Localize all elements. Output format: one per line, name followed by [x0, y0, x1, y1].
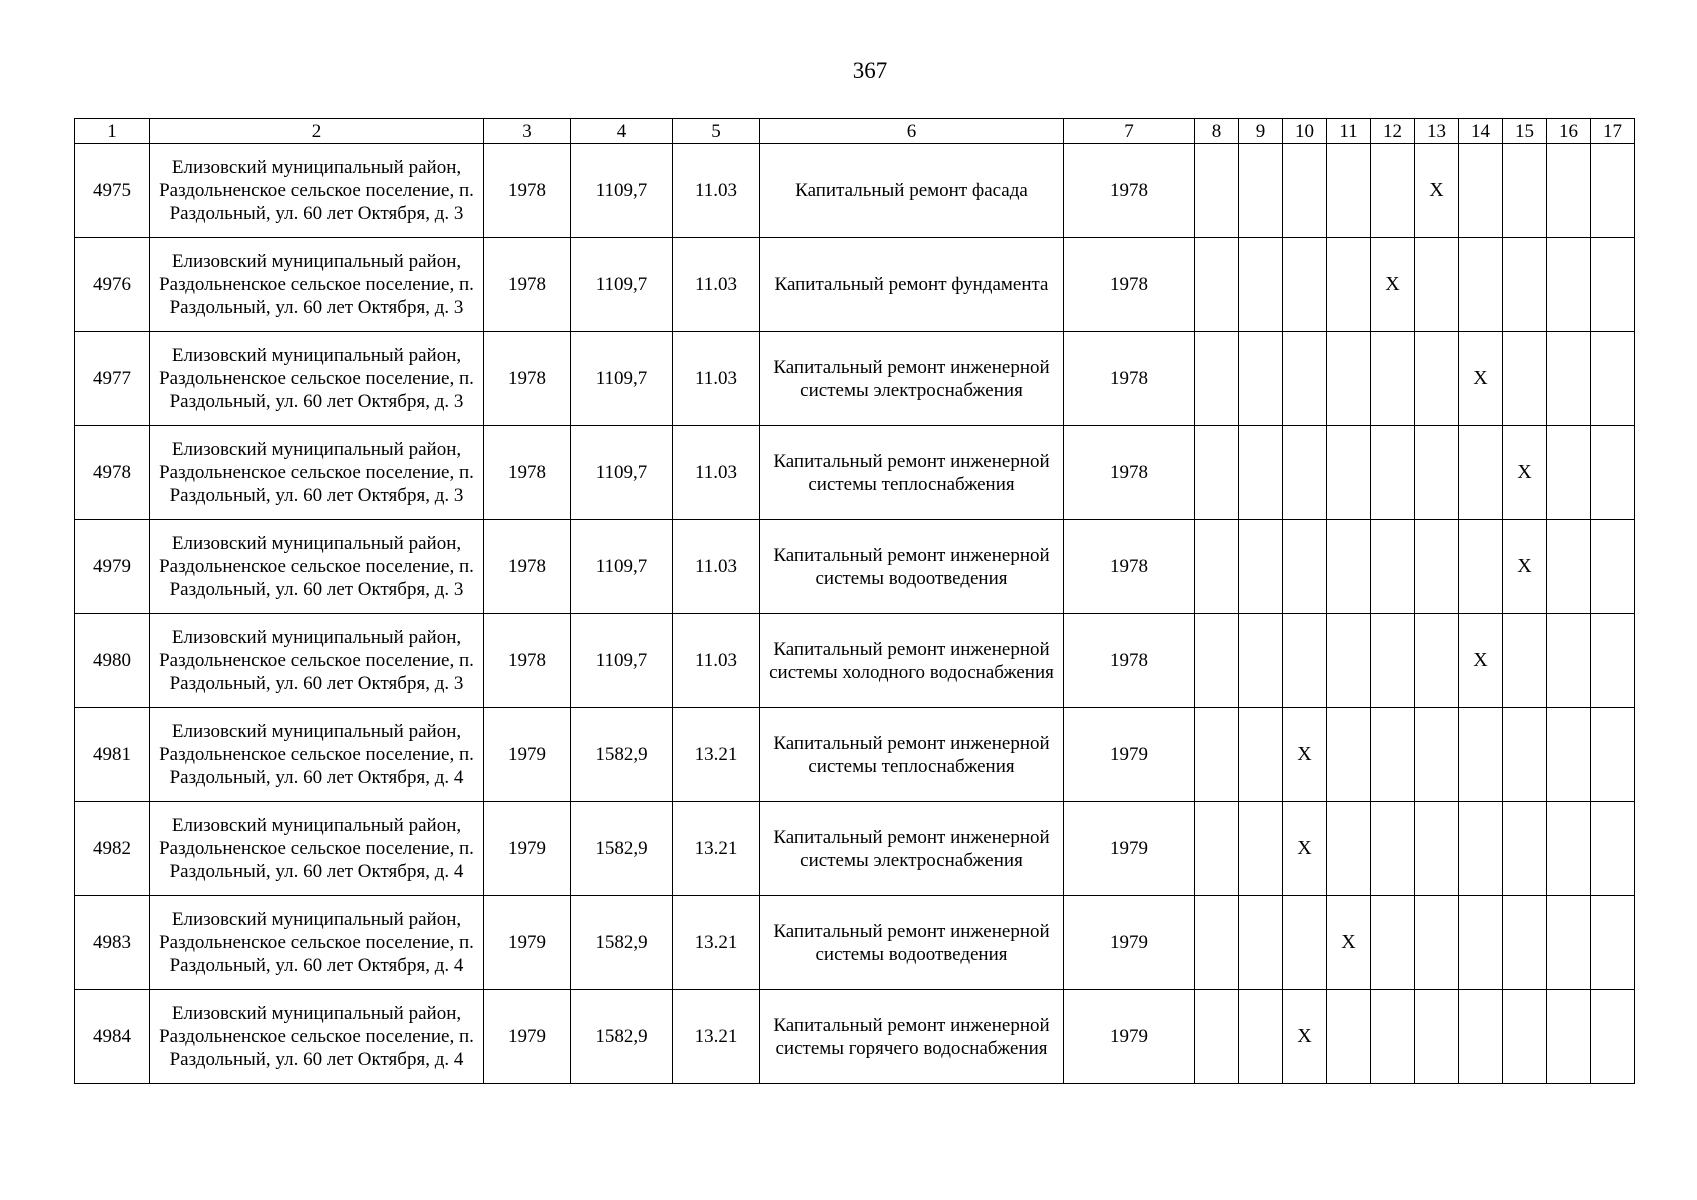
mark-cell-col14 — [1459, 708, 1503, 802]
table-row — [75, 896, 1635, 990]
mark-cell-col8 — [1195, 332, 1239, 426]
col7-cell: 1978 — [1064, 238, 1195, 332]
column-header-1: 1 — [75, 119, 150, 144]
mark-cell-col15 — [1503, 332, 1547, 426]
mark-cell-col14 — [1459, 144, 1503, 238]
mark-cell-col17 — [1591, 238, 1635, 332]
col3-cell: 1979 — [484, 802, 571, 896]
mark-cell-col11 — [1327, 990, 1371, 1084]
mark-cell-col12 — [1371, 614, 1415, 708]
table-row — [75, 802, 1635, 896]
mark-cell-col9 — [1239, 520, 1283, 614]
mark-cell-col15 — [1503, 896, 1547, 990]
col4-cell: 1109,7 — [571, 426, 673, 520]
column-header-9: 9 — [1239, 119, 1283, 144]
mark-cell-col12 — [1371, 520, 1415, 614]
address-cell: Елизовский муниципальный район, Раздольненское сельское поселение, п. Раздольный, ул. 60 лет Октября, д. 3 — [150, 426, 484, 520]
col5-cell: 11.03 — [673, 426, 760, 520]
mark-cell-col15 — [1503, 144, 1547, 238]
col3-cell: 1979 — [484, 896, 571, 990]
col4-cell: 1109,7 — [571, 332, 673, 426]
mark-cell-col17 — [1591, 708, 1635, 802]
mark-cell-col9 — [1239, 708, 1283, 802]
column-header-8: 8 — [1195, 119, 1239, 144]
col4-cell: 1582,9 — [571, 802, 673, 896]
col3-cell: 1978 — [484, 144, 571, 238]
capital-repair-table — [74, 118, 1635, 1084]
mark-cell-col12 — [1371, 708, 1415, 802]
column-header-14: 14 — [1459, 119, 1503, 144]
row-number-cell: 4977 — [75, 332, 150, 426]
mark-cell-col10 — [1283, 896, 1327, 990]
row-number-cell: 4981 — [75, 708, 150, 802]
column-header-16: 16 — [1547, 119, 1591, 144]
mark-cell-col14 — [1459, 238, 1503, 332]
row-number-cell: 4980 — [75, 614, 150, 708]
mark-cell-col8 — [1195, 144, 1239, 238]
mark-cell-col13 — [1415, 802, 1459, 896]
work-type-cell: Капитальный ремонт фундамента — [760, 238, 1064, 332]
address-cell: Елизовский муниципальный район, Раздольненское сельское поселение, п. Раздольный, ул. 60 лет Октября, д. 3 — [150, 238, 484, 332]
mark-cell-col14: X — [1459, 332, 1503, 426]
col4-cell: 1582,9 — [571, 990, 673, 1084]
mark-cell-col11 — [1327, 614, 1371, 708]
table-row — [75, 520, 1635, 614]
col3-cell: 1978 — [484, 614, 571, 708]
row-number-cell: 4982 — [75, 802, 150, 896]
col5-cell: 11.03 — [673, 520, 760, 614]
mark-cell-col10 — [1283, 238, 1327, 332]
mark-cell-col12: X — [1371, 238, 1415, 332]
mark-cell-col8 — [1195, 708, 1239, 802]
mark-cell-col13 — [1415, 426, 1459, 520]
mark-cell-col10 — [1283, 520, 1327, 614]
row-number-cell: 4984 — [75, 990, 150, 1084]
address-cell: Елизовский муниципальный район, Раздольненское сельское поселение, п. Раздольный, ул. 60 лет Октября, д. 3 — [150, 144, 484, 238]
mark-cell-col11 — [1327, 426, 1371, 520]
column-header-15: 15 — [1503, 119, 1547, 144]
table-row — [75, 708, 1635, 802]
mark-cell-col13 — [1415, 708, 1459, 802]
table-row — [75, 614, 1635, 708]
col5-cell: 13.21 — [673, 802, 760, 896]
mark-cell-col11 — [1327, 144, 1371, 238]
mark-cell-col10 — [1283, 144, 1327, 238]
mark-cell-col11 — [1327, 332, 1371, 426]
mark-cell-col17 — [1591, 896, 1635, 990]
col3-cell: 1978 — [484, 332, 571, 426]
mark-cell-col15 — [1503, 802, 1547, 896]
row-number-cell: 4978 — [75, 426, 150, 520]
mark-cell-col8 — [1195, 426, 1239, 520]
table-row — [75, 990, 1635, 1084]
row-number-cell: 4975 — [75, 144, 150, 238]
mark-cell-col17 — [1591, 520, 1635, 614]
mark-cell-col15: X — [1503, 520, 1547, 614]
col5-cell: 13.21 — [673, 708, 760, 802]
col5-cell: 11.03 — [673, 332, 760, 426]
row-number-cell: 4979 — [75, 520, 150, 614]
column-header-7: 7 — [1064, 119, 1195, 144]
column-header-10: 10 — [1283, 119, 1327, 144]
column-number-header — [75, 119, 1635, 144]
mark-cell-col10 — [1283, 332, 1327, 426]
column-header-2: 2 — [150, 119, 484, 144]
mark-cell-col16 — [1547, 426, 1591, 520]
work-type-cell: Капитальный ремонт инженерной системы электроснабжения — [760, 802, 1064, 896]
mark-cell-col12 — [1371, 802, 1415, 896]
col5-cell: 11.03 — [673, 238, 760, 332]
work-type-cell: Капитальный ремонт инженерной системы горячего водоснабжения — [760, 990, 1064, 1084]
work-type-cell: Капитальный ремонт инженерной системы электроснабжения — [760, 332, 1064, 426]
column-header-11: 11 — [1327, 119, 1371, 144]
mark-cell-col14 — [1459, 990, 1503, 1084]
address-cell: Елизовский муниципальный район, Раздольненское сельское поселение, п. Раздольный, ул. 60 лет Октября, д. 4 — [150, 896, 484, 990]
work-type-cell: Капитальный ремонт фасада — [760, 144, 1064, 238]
mark-cell-col12 — [1371, 896, 1415, 990]
mark-cell-col16 — [1547, 708, 1591, 802]
col7-cell: 1978 — [1064, 520, 1195, 614]
column-header-6: 6 — [760, 119, 1064, 144]
column-header-13: 13 — [1415, 119, 1459, 144]
mark-cell-col11 — [1327, 520, 1371, 614]
column-header-3: 3 — [484, 119, 571, 144]
address-cell: Елизовский муниципальный район, Раздольненское сельское поселение, п. Раздольный, ул. 60 лет Октября, д. 3 — [150, 332, 484, 426]
mark-cell-col17 — [1591, 990, 1635, 1084]
mark-cell-col15: X — [1503, 426, 1547, 520]
col7-cell: 1979 — [1064, 990, 1195, 1084]
col4-cell: 1109,7 — [571, 520, 673, 614]
mark-cell-col14 — [1459, 426, 1503, 520]
col4-cell: 1582,9 — [571, 896, 673, 990]
mark-cell-col16 — [1547, 238, 1591, 332]
mark-cell-col13: X — [1415, 144, 1459, 238]
mark-cell-col16 — [1547, 614, 1591, 708]
mark-cell-col17 — [1591, 426, 1635, 520]
address-cell: Елизовский муниципальный район, Раздольненское сельское поселение, п. Раздольный, ул. 60 лет Октября, д. 3 — [150, 520, 484, 614]
mark-cell-col11 — [1327, 802, 1371, 896]
address-cell: Елизовский муниципальный район, Раздольненское сельское поселение, п. Раздольный, ул. 60 лет Октября, д. 3 — [150, 614, 484, 708]
mark-cell-col16 — [1547, 896, 1591, 990]
mark-cell-col8 — [1195, 896, 1239, 990]
mark-cell-col16 — [1547, 990, 1591, 1084]
mark-cell-col17 — [1591, 802, 1635, 896]
mark-cell-col13 — [1415, 990, 1459, 1084]
mark-cell-col14 — [1459, 896, 1503, 990]
mark-cell-col10 — [1283, 614, 1327, 708]
column-header-17: 17 — [1591, 119, 1635, 144]
row-number-cell: 4983 — [75, 896, 150, 990]
mark-cell-col9 — [1239, 802, 1283, 896]
mark-cell-col15 — [1503, 238, 1547, 332]
mark-cell-col9 — [1239, 990, 1283, 1084]
col7-cell: 1979 — [1064, 896, 1195, 990]
mark-cell-col16 — [1547, 144, 1591, 238]
mark-cell-col9 — [1239, 426, 1283, 520]
mark-cell-col12 — [1371, 426, 1415, 520]
col7-cell: 1978 — [1064, 614, 1195, 708]
table-row — [75, 144, 1635, 238]
column-header-5: 5 — [673, 119, 760, 144]
mark-cell-col10: X — [1283, 708, 1327, 802]
table-row — [75, 238, 1635, 332]
mark-cell-col9 — [1239, 238, 1283, 332]
column-header-12: 12 — [1371, 119, 1415, 144]
mark-cell-col8 — [1195, 520, 1239, 614]
col7-cell: 1979 — [1064, 708, 1195, 802]
mark-cell-col8 — [1195, 802, 1239, 896]
mark-cell-col14 — [1459, 520, 1503, 614]
page-number: 367 — [852, 58, 888, 83]
col7-cell: 1979 — [1064, 802, 1195, 896]
col4-cell: 1109,7 — [571, 238, 673, 332]
col4-cell: 1582,9 — [571, 708, 673, 802]
col5-cell: 13.21 — [673, 896, 760, 990]
mark-cell-col12 — [1371, 332, 1415, 426]
work-type-cell: Капитальный ремонт инженерной системы холодного водоснабжения — [760, 614, 1064, 708]
mark-cell-col12 — [1371, 990, 1415, 1084]
mark-cell-col15 — [1503, 990, 1547, 1084]
col3-cell: 1978 — [484, 520, 571, 614]
col4-cell: 1109,7 — [571, 144, 673, 238]
mark-cell-col16 — [1547, 802, 1591, 896]
column-header-4: 4 — [571, 119, 673, 144]
mark-cell-col13 — [1415, 238, 1459, 332]
col3-cell: 1979 — [484, 990, 571, 1084]
col7-cell: 1978 — [1064, 426, 1195, 520]
mark-cell-col8 — [1195, 238, 1239, 332]
mark-cell-col13 — [1415, 896, 1459, 990]
table-row — [75, 426, 1635, 520]
table-row — [75, 332, 1635, 426]
work-type-cell: Капитальный ремонт инженерной системы водоотведения — [760, 896, 1064, 990]
col7-cell: 1978 — [1064, 332, 1195, 426]
mark-cell-col9 — [1239, 332, 1283, 426]
mark-cell-col17 — [1591, 614, 1635, 708]
mark-cell-col10: X — [1283, 990, 1327, 1084]
mark-cell-col8 — [1195, 614, 1239, 708]
work-type-cell: Капитальный ремонт инженерной системы водоотведения — [760, 520, 1064, 614]
col3-cell: 1978 — [484, 426, 571, 520]
mark-cell-col8 — [1195, 990, 1239, 1084]
col4-cell: 1109,7 — [571, 614, 673, 708]
mark-cell-col15 — [1503, 614, 1547, 708]
mark-cell-col17 — [1591, 144, 1635, 238]
mark-cell-col13 — [1415, 332, 1459, 426]
mark-cell-col16 — [1547, 332, 1591, 426]
mark-cell-col13 — [1415, 614, 1459, 708]
mark-cell-col14: X — [1459, 614, 1503, 708]
col5-cell: 13.21 — [673, 990, 760, 1084]
mark-cell-col13 — [1415, 520, 1459, 614]
mark-cell-col11 — [1327, 708, 1371, 802]
address-cell: Елизовский муниципальный район, Раздольненское сельское поселение, п. Раздольный, ул. 60 лет Октября, д. 4 — [150, 802, 484, 896]
mark-cell-col17 — [1591, 332, 1635, 426]
work-type-cell: Капитальный ремонт инженерной системы теплоснабжения — [760, 426, 1064, 520]
mark-cell-col9 — [1239, 896, 1283, 990]
row-number-cell: 4976 — [75, 238, 150, 332]
mark-cell-col16 — [1547, 520, 1591, 614]
mark-cell-col11 — [1327, 238, 1371, 332]
mark-cell-col10 — [1283, 426, 1327, 520]
address-cell: Елизовский муниципальный район, Раздольненское сельское поселение, п. Раздольный, ул. 60 лет Октября, д. 4 — [150, 990, 484, 1084]
work-type-cell: Капитальный ремонт инженерной системы теплоснабжения — [760, 708, 1064, 802]
address-cell: Елизовский муниципальный район, Раздольненское сельское поселение, п. Раздольный, ул. 60 лет Октября, д. 4 — [150, 708, 484, 802]
mark-cell-col9 — [1239, 144, 1283, 238]
mark-cell-col9 — [1239, 614, 1283, 708]
col3-cell: 1978 — [484, 238, 571, 332]
mark-cell-col11: X — [1327, 896, 1371, 990]
col5-cell: 11.03 — [673, 614, 760, 708]
mark-cell-col10: X — [1283, 802, 1327, 896]
col3-cell: 1979 — [484, 708, 571, 802]
col7-cell: 1978 — [1064, 144, 1195, 238]
mark-cell-col12 — [1371, 144, 1415, 238]
mark-cell-col14 — [1459, 802, 1503, 896]
col5-cell: 11.03 — [673, 144, 760, 238]
mark-cell-col15 — [1503, 708, 1547, 802]
